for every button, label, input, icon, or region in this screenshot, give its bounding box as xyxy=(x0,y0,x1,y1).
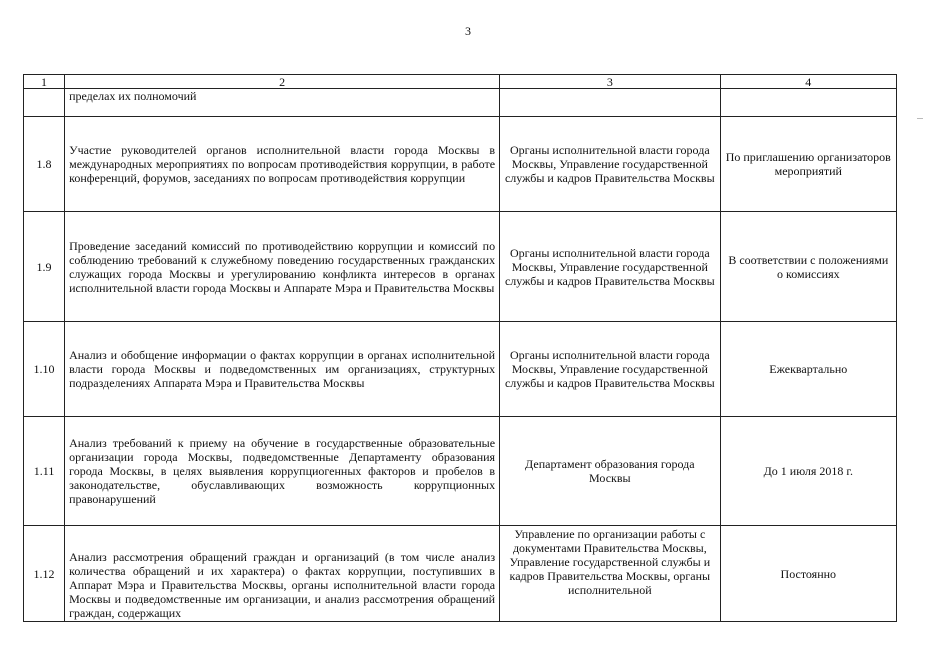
table-header-row xyxy=(24,75,897,89)
row-measure-text: Анализ и обобщение информации о фактах коррупции в органах исполнительной власти города Москвы и подведомственных им организациях, структурных подразделениях Аппарата Мэра и Правительства Москвы xyxy=(65,322,500,417)
row-executor xyxy=(500,89,721,117)
row-deadline: В соответствии с положениями о комиссиях xyxy=(720,212,896,322)
anticorruption-plan-table xyxy=(23,74,897,622)
row-executor: Органы исполнительной власти города Москвы, Управление государственной службы и кадров Правительства Москвы xyxy=(500,212,721,322)
row-measure-text: Участие руководителей органов исполнительной власти города Москвы в международных мероприятиях по вопросам противодействия коррупции, в работе конференций, форумов, заседаниях по вопросам противодействия коррупции xyxy=(65,117,500,212)
row-measure-text: Анализ требований к приему на обучение в государственные образовательные организации города Москвы, подведомственные Департаменту образования города Москвы, в целях выявления коррупциогенных факторов и пробелов в законодательстве, обуславливающих возможность коррупционных правонарушений xyxy=(65,417,500,526)
header-col-4: 4 xyxy=(720,75,896,89)
scan-margin-mark xyxy=(917,118,923,119)
table-row xyxy=(24,212,897,322)
table-row-continuation xyxy=(24,89,897,117)
row-measure-text: Анализ рассмотрения обращений граждан и организаций (в том числе анализ количества обращений и их характера) о фактах коррупции, поступивших в Аппарат Мэра и Правительства Москвы, органы исполнительной власти города Москвы и подведомственные им организации, и анализ рассмотрения обращений граждан, содержащих xyxy=(65,526,500,622)
table-row xyxy=(24,417,897,526)
header-col-2: 2 xyxy=(65,75,500,89)
row-deadline xyxy=(720,89,896,117)
row-executor: Департамент образования города Москвы xyxy=(500,417,721,526)
row-deadline: До 1 июля 2018 г. xyxy=(720,417,896,526)
row-number: 1.11 xyxy=(24,417,65,526)
row-number: 1.12 xyxy=(24,526,65,622)
row-number: 1.10 xyxy=(24,322,65,417)
row-measure-text: Проведение заседаний комиссий по противодействию коррупции и комиссий по соблюдению требований к служебному поведению государственных гражданских служащих города Москвы и урегулированию конфликта интересов в органах исполнительной власти города Москвы и Аппарате Мэра и Правительства Москвы xyxy=(65,212,500,322)
row-number: 1.8 xyxy=(24,117,65,212)
table-row xyxy=(24,117,897,212)
row-measure-text: пределах их полномочий xyxy=(65,89,500,117)
table-row xyxy=(24,526,897,622)
row-number: 1.9 xyxy=(24,212,65,322)
header-col-1: 1 xyxy=(24,75,65,89)
row-executor: Управление по организации работы с документами Правительства Москвы, Управление государственной службы и кадров Правительства Москвы, органы исполнительной xyxy=(500,526,721,622)
row-executor: Органы исполнительной власти города Москвы, Управление государственной службы и кадров Правительства Москвы xyxy=(500,322,721,417)
row-deadline: По приглашению организаторов мероприятий xyxy=(720,117,896,212)
row-deadline: Ежеквартально xyxy=(720,322,896,417)
row-deadline: Постоянно xyxy=(720,526,896,622)
table-row xyxy=(24,322,897,417)
row-number xyxy=(24,89,65,117)
row-executor: Органы исполнительной власти города Москвы, Управление государственной службы и кадров Правительства Москвы xyxy=(500,117,721,212)
header-col-3: 3 xyxy=(500,75,721,89)
page-number: 3 xyxy=(465,24,471,38)
